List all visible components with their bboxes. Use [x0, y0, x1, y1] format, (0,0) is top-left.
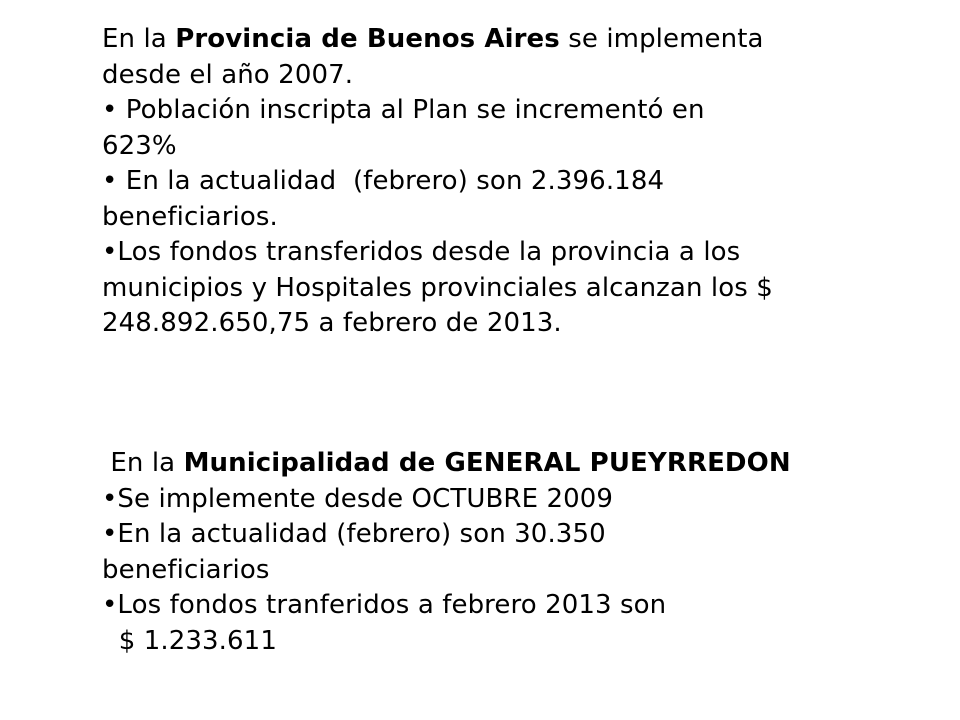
municipalidad-bullet-implementacion: •Se implemente desde OCTUBRE 2009: [102, 483, 614, 514]
municipalidad-intro-prefix: En la: [102, 448, 184, 478]
municipalidad-name: Municipalidad de GENERAL PUEYRREDON: [183, 448, 791, 478]
provincia-name: Provincia de Buenos Aires: [175, 24, 560, 54]
municipalidad-intro-line: [102, 446, 862, 482]
provincia-bullet-poblacion-cont: 623%: [102, 130, 177, 161]
provincia-intro-line2: desde el año 2007.: [102, 59, 354, 90]
provincia-bullet-fondos-cont1: municipios y Hospitales provinciales alcanzan los $: [102, 272, 773, 303]
provincia-bullet-beneficiarios-cont: beneficiarios.: [102, 201, 278, 232]
municipalidad-bullet-beneficiarios: •En la actualidad (febrero) son 30.350: [102, 519, 606, 549]
provincia-bullet-beneficiarios: • En la actualidad (febrero) son 2.396.184: [102, 166, 665, 196]
provincia-intro-line: [102, 22, 862, 58]
municipalidad-bullet-fondos-monto: $ 1.233.611: [102, 625, 277, 656]
municipalidad-bullet-beneficiarios-cont: beneficiarios: [102, 554, 270, 585]
municipalidad-bullet-fondos: •Los fondos tranferidos a febrero 2013 son: [102, 590, 667, 620]
provincia-bullet-poblacion: • Población inscripta al Plan se incrementó en: [102, 95, 705, 125]
provincia-intro-prefix: En la: [102, 24, 176, 54]
provincia-intro-suffix: se implementa: [559, 24, 764, 54]
municipalidad-section: [102, 446, 862, 659]
provincia-section: [102, 22, 862, 342]
provincia-bullet-fondos: •Los fondos transferidos desde la provincia a los: [102, 237, 741, 267]
provincia-bullet-fondos-cont2: 248.892.650,75 a febrero de 2013.: [102, 308, 562, 338]
